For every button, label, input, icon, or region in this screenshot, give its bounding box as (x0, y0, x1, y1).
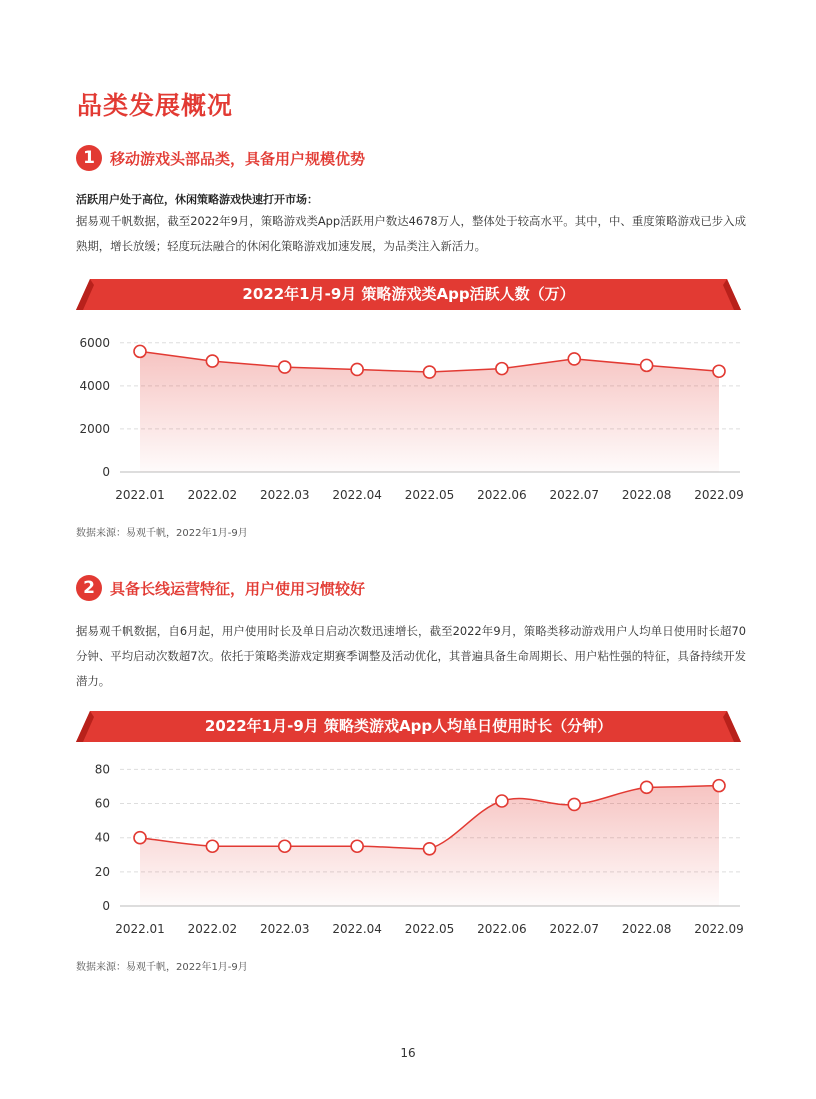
data-point-2022.09 (713, 780, 725, 792)
chart-1-title-banner (76, 279, 741, 310)
y-tick-label: 40 (94, 830, 110, 845)
chart-2-title-banner (76, 711, 741, 742)
section-1-paragraph: 据易观千帆数据，截至2022年9月，策略游戏类App活跃用户数达4678万人，整体处于较高水平。其中，中、重度策略游戏已步入成熟期，增长放缓；轻度玩法融合的休闲化策略游戏加速发展，为品类注入新活力。 (76, 214, 746, 253)
x-tick-label: 2022.04 (332, 922, 382, 936)
data-point-2022.03 (279, 840, 291, 852)
chart-2-title: 2022年1月-9月 策略类游戏App人均单日使用时长（分钟） (204, 717, 613, 735)
section-2-title: 具备长线运营特征，用户使用习惯较好 (110, 579, 366, 598)
x-tick-label: 2022.03 (259, 922, 310, 936)
x-tick-label: 2022.05 (404, 488, 455, 502)
y-tick-label: 4000 (79, 378, 110, 393)
section-2-number-badge: 2 (76, 575, 102, 601)
data-point-2022.05 (424, 366, 436, 378)
chart-2-svg (60, 756, 760, 948)
x-tick-label: 2022.02 (187, 488, 238, 502)
chart-1 (60, 322, 760, 514)
x-tick-label: 2022.06 (477, 922, 527, 936)
data-point-2022.09 (713, 365, 725, 377)
data-point-2022.02 (206, 840, 218, 852)
x-tick-label: 2022.03 (259, 488, 310, 502)
y-tick-label: 0 (102, 465, 110, 479)
x-tick-label: 2022.07 (549, 488, 600, 502)
y-tick-label: 60 (94, 796, 110, 811)
section-1-header (76, 143, 365, 173)
section-1-number-badge: 1 (76, 145, 102, 171)
x-tick-label: 2022.05 (404, 922, 455, 936)
page-number: 16 (400, 1046, 416, 1060)
data-point-2022.07 (568, 798, 580, 810)
y-tick-label: 6000 (79, 335, 110, 350)
section-2-header (76, 573, 365, 603)
data-point-2022.05 (424, 843, 436, 855)
y-tick-label: 2000 (79, 421, 110, 436)
x-tick-label: 2022.08 (621, 922, 672, 936)
section-1-subheading: 活跃用户处于高位，休闲策略游戏快速打开市场： (76, 193, 318, 206)
data-point-2022.02 (206, 355, 218, 367)
data-point-2022.06 (496, 363, 508, 375)
chart-1-source: 数据来源：易观千帆，2022年1月-9月 (76, 528, 248, 539)
y-tick-label: 0 (102, 899, 110, 913)
chart-1-title: 2022年1月-9月 策略游戏类App活跃人数（万） (242, 285, 575, 303)
x-tick-label: 2022.04 (332, 488, 382, 502)
page-title: 品类发展概况 (77, 91, 234, 120)
y-tick-label: 20 (94, 864, 110, 879)
data-point-2022.01 (134, 345, 146, 357)
data-point-2022.08 (641, 359, 653, 371)
chart-1-svg (60, 322, 760, 514)
data-point-2022.08 (641, 781, 653, 793)
data-point-2022.06 (496, 795, 508, 807)
x-tick-label: 2022.02 (187, 922, 238, 936)
data-point-2022.07 (568, 353, 580, 365)
x-tick-label: 2022.07 (549, 922, 600, 936)
y-tick-label: 80 (94, 762, 110, 777)
x-tick-label: 2022.01 (115, 922, 165, 936)
chart-2 (60, 756, 760, 948)
data-point-2022.03 (279, 361, 291, 373)
data-point-2022.04 (351, 363, 363, 375)
data-point-2022.04 (351, 840, 363, 852)
x-tick-label: 2022.01 (115, 488, 165, 502)
data-point-2022.01 (134, 832, 146, 844)
chart-2-source: 数据来源：易观千帆，2022年1月-9月 (76, 962, 248, 973)
x-tick-label: 2022.09 (694, 922, 744, 936)
x-tick-label: 2022.08 (621, 488, 672, 502)
x-tick-label: 2022.09 (694, 488, 744, 502)
x-tick-label: 2022.06 (477, 488, 527, 502)
section-1-title: 移动游戏头部品类，具备用户规模优势 (110, 149, 366, 168)
section-2-paragraph: 据易观千帆数据，自6月起，用户使用时长及单日启动次数迅速增长，截至2022年9月，策略类移动游戏用户人均单日使用时长超70分钟、平均启动次数超7次。依托于策略类游戏定期赛季调整及活动优化，其普遍具备生命周期长、用户粘性强的特征，具备持续开发潜力。 (76, 624, 746, 688)
